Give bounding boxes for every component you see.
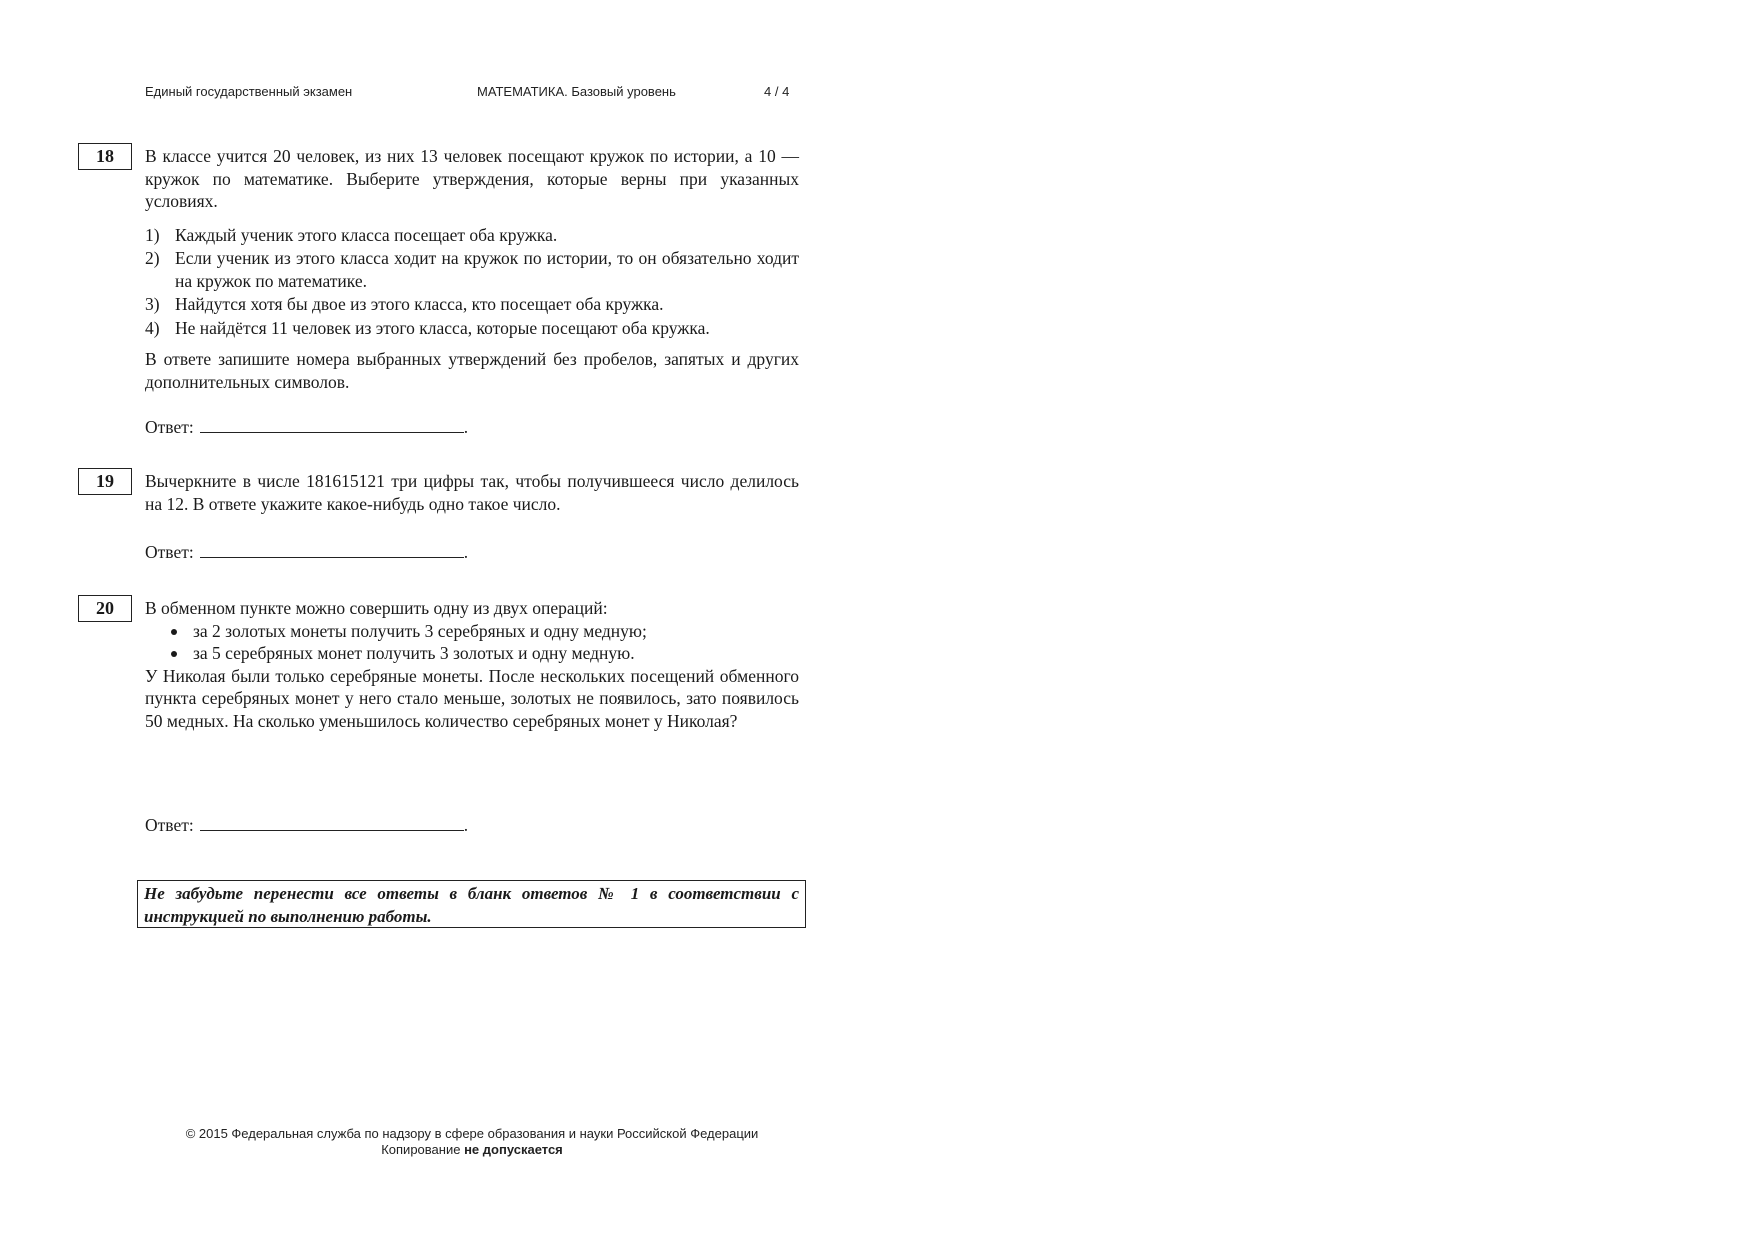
option-item <box>145 247 799 292</box>
answer-line[interactable] <box>200 541 464 558</box>
header-subject: МАТЕМАТИКА. Базовый уровень <box>477 84 676 99</box>
footer-copy-prefix: Копирование <box>381 1142 461 1157</box>
task-number-box: 20 <box>78 595 132 622</box>
option-text: Найдутся хотя бы двое из этого класса, кто посещает оба кружка. <box>175 294 664 314</box>
answer-line[interactable] <box>200 416 464 433</box>
reminder-box: Не забудьте перенести все ответы в бланк ответов № 1 в соответствии с инструкцией по выполнению работы. <box>137 880 806 928</box>
task-text: Вычеркните в числе 181615121 три цифры так, чтобы получившееся число делилось на 12. В ответе укажите какое-нибудь одно такое число. <box>145 471 799 514</box>
task-body <box>145 470 799 515</box>
task-body <box>145 597 799 732</box>
option-number: 3) <box>145 294 160 314</box>
task-text: В классе учится 20 человек, из них 13 человек посещают кружок по истории, а 10 — кружок по математике. Выберите утверждения, которые верны при указанных условиях. <box>145 146 799 211</box>
answer-end: . <box>463 815 469 835</box>
option-text: Каждый ученик этого класса посещает оба кружка. <box>175 224 558 245</box>
bullet-item: за 2 золотых монеты получить 3 серебряных и одну медную; <box>169 620 799 643</box>
header-page-number: 4 / 4 <box>764 84 790 99</box>
task-body <box>145 145 799 393</box>
task-instruction: В ответе запишите номера выбранных утверждений без пробелов, запятых и других дополнительных символов. <box>145 349 799 392</box>
task-number-box: 18 <box>78 143 132 170</box>
footer <box>0 1126 944 1158</box>
answer-field[interactable] <box>145 814 468 836</box>
options-list <box>145 224 799 340</box>
answer-label: Ответ: <box>145 815 194 835</box>
answer-end: . <box>463 542 469 562</box>
footer-copyright: © 2015 Федеральная служба по надзору в сфере образования и науки Российской Федерации <box>185 1126 759 1141</box>
answer-field[interactable] <box>145 541 468 563</box>
option-item <box>145 317 799 340</box>
task-text: У Николая были только серебряные монеты. После нескольких посещений обменного пункта серебряных монет у него стало меньше, золотых не появилось, зато появилось 50 медных. На сколько уменьшилось количество серебряных монет у Николая? <box>145 665 799 731</box>
option-number: 4) <box>145 317 160 338</box>
task-number-box: 19 <box>78 468 132 495</box>
task-intro: В обменном пункте можно совершить одну из двух операций: <box>145 598 608 618</box>
option-number: 2) <box>145 248 160 268</box>
footer-copy-notice <box>0 1142 944 1158</box>
bullet-item: за 5 серебряных монет получить 3 золотых и одну медную. <box>169 642 799 665</box>
answer-line[interactable] <box>200 814 464 831</box>
footer-copy-bold: не допускается <box>464 1142 563 1157</box>
answer-field[interactable] <box>145 416 468 438</box>
answer-label: Ответ: <box>145 542 194 562</box>
bullet-list <box>145 620 799 665</box>
header-exam-title: Единый государственный экзамен <box>145 84 353 99</box>
option-text: Не найдётся 11 человек из этого класса, которые посещают оба кружка. <box>175 317 710 338</box>
option-number: 1) <box>145 224 160 245</box>
option-text: Если ученик из этого класса ходит на кружок по истории, то он обязательно ходит на кружок по математике. <box>175 248 799 291</box>
option-item <box>145 224 799 247</box>
answer-label: Ответ: <box>145 417 194 437</box>
answer-end: . <box>463 417 469 437</box>
option-item <box>145 293 799 316</box>
